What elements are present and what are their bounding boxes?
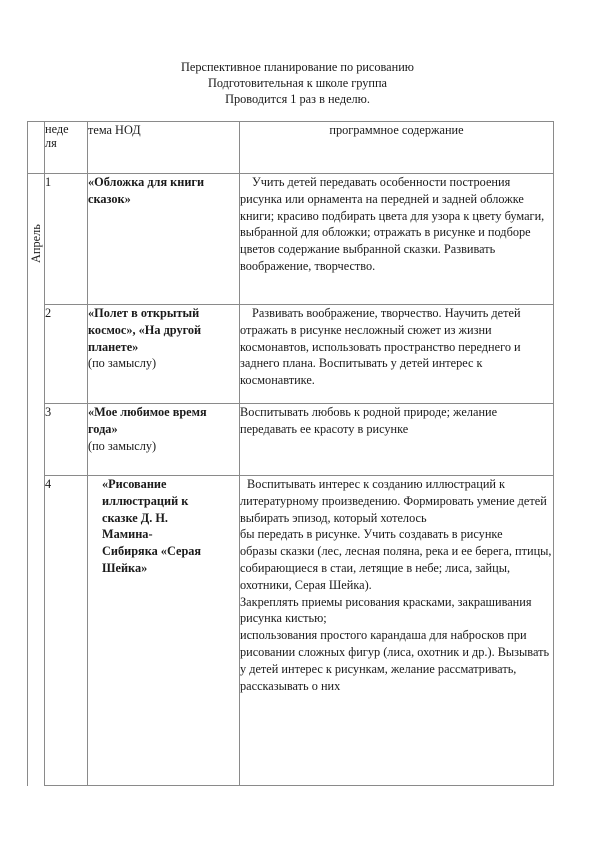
header-group: Подготовительная к школе группа: [207, 76, 388, 90]
document-header: [0, 59, 595, 107]
theme-line: иллюстраций к: [102, 493, 189, 508]
content-text: Развивать воображение, творчество. Научить детей отражать в рисунке несложный сюжет из жизни космонавтов, использовать пространство переднего и заднего плана. Воспитывать у детей интерес к космонавтике.: [240, 306, 521, 388]
content-line: Закреплять приемы рисования красками, закрашивания рисунка кистью;: [240, 594, 532, 626]
content-line: образы сказки (лес, лесная поляна, река и ее берега, птицы, собирающиеся в стаи, летящие в небе; лиса, зайцы, охотники, Серая Шейка).: [240, 544, 552, 592]
week-number: 2: [45, 305, 88, 404]
header-frequency: Проводится 1 раз в неделю.: [225, 92, 370, 106]
header-content: программное содержание: [240, 122, 554, 174]
theme-line: сказок»: [88, 191, 131, 206]
lesson-theme: [88, 174, 240, 305]
header-week-line1: неде: [45, 122, 69, 136]
theme-line: (по замыслу): [88, 438, 157, 453]
header-month-cell: [28, 122, 45, 174]
content-line: бы передать в рисунке. Учить создавать в рисунке: [240, 527, 503, 542]
content-line: литературному произведению. Формировать умение детей выбирать эпизод, который хотелось: [240, 493, 547, 525]
table-row: [28, 174, 554, 305]
lesson-theme: [88, 305, 240, 404]
table-row: [28, 305, 554, 404]
theme-line: (по замыслу): [88, 356, 157, 371]
lesson-content: [240, 174, 554, 305]
table-header-row: [28, 122, 554, 174]
theme-line: «Мое любимое время: [88, 405, 207, 419]
lesson-content: [240, 305, 554, 404]
lesson-content: [240, 404, 554, 476]
lesson-content: [240, 476, 554, 786]
theme-line: космос», «На другой: [88, 322, 202, 337]
table-row: [28, 404, 554, 476]
lesson-theme: [88, 476, 240, 786]
content-line: Воспитывать интерес к созданию иллюстраций к: [247, 477, 506, 491]
theme-line: Шейка»: [102, 560, 148, 575]
month-cell: [28, 174, 45, 786]
week-number: 4: [45, 476, 88, 786]
header-title: Перспективное планирование по рисованию: [181, 60, 414, 74]
theme-line: «Обложка для книги: [88, 175, 205, 189]
month-label: Апрель: [29, 224, 43, 263]
header-theme: тема НОД: [88, 122, 240, 174]
content-text: Учить детей передавать особенности построения рисунка или орнамента на передней и задней обложке книги; красиво подбирать цвета для узора к цвету бумаги, выбранной для обложки; отражать в рисунке и подборе цветов содержание выбранной сказки. Развивать воображение, творчество.: [240, 175, 545, 273]
header-week: [45, 122, 88, 174]
theme-line: сказке Д. Н.: [102, 510, 169, 525]
week-number: 1: [45, 174, 88, 305]
planning-table: [27, 121, 554, 786]
content-line: использования простого карандаша для набросков при рисовании сложных фигур (лиса, охотник и др.). Вызывать у детей интерес к рисункам, желание рассматривать, рассказывать о них: [240, 628, 550, 693]
theme-line: Сибиряка «Серая: [102, 544, 202, 559]
theme-line: Мамина-: [102, 527, 153, 542]
theme-line: года»: [88, 421, 118, 436]
header-week-line2: ля: [45, 136, 57, 150]
week-number: 3: [45, 404, 88, 476]
theme-line: «Полет в открытый: [88, 306, 200, 320]
theme-line: «Рисование: [102, 477, 167, 491]
table-row: [28, 476, 554, 786]
theme-line: планете»: [88, 339, 139, 354]
content-text: Воспитывать любовь к родной природе; желание передавать ее красоту в рисунке: [240, 405, 498, 436]
lesson-theme: [88, 404, 240, 476]
